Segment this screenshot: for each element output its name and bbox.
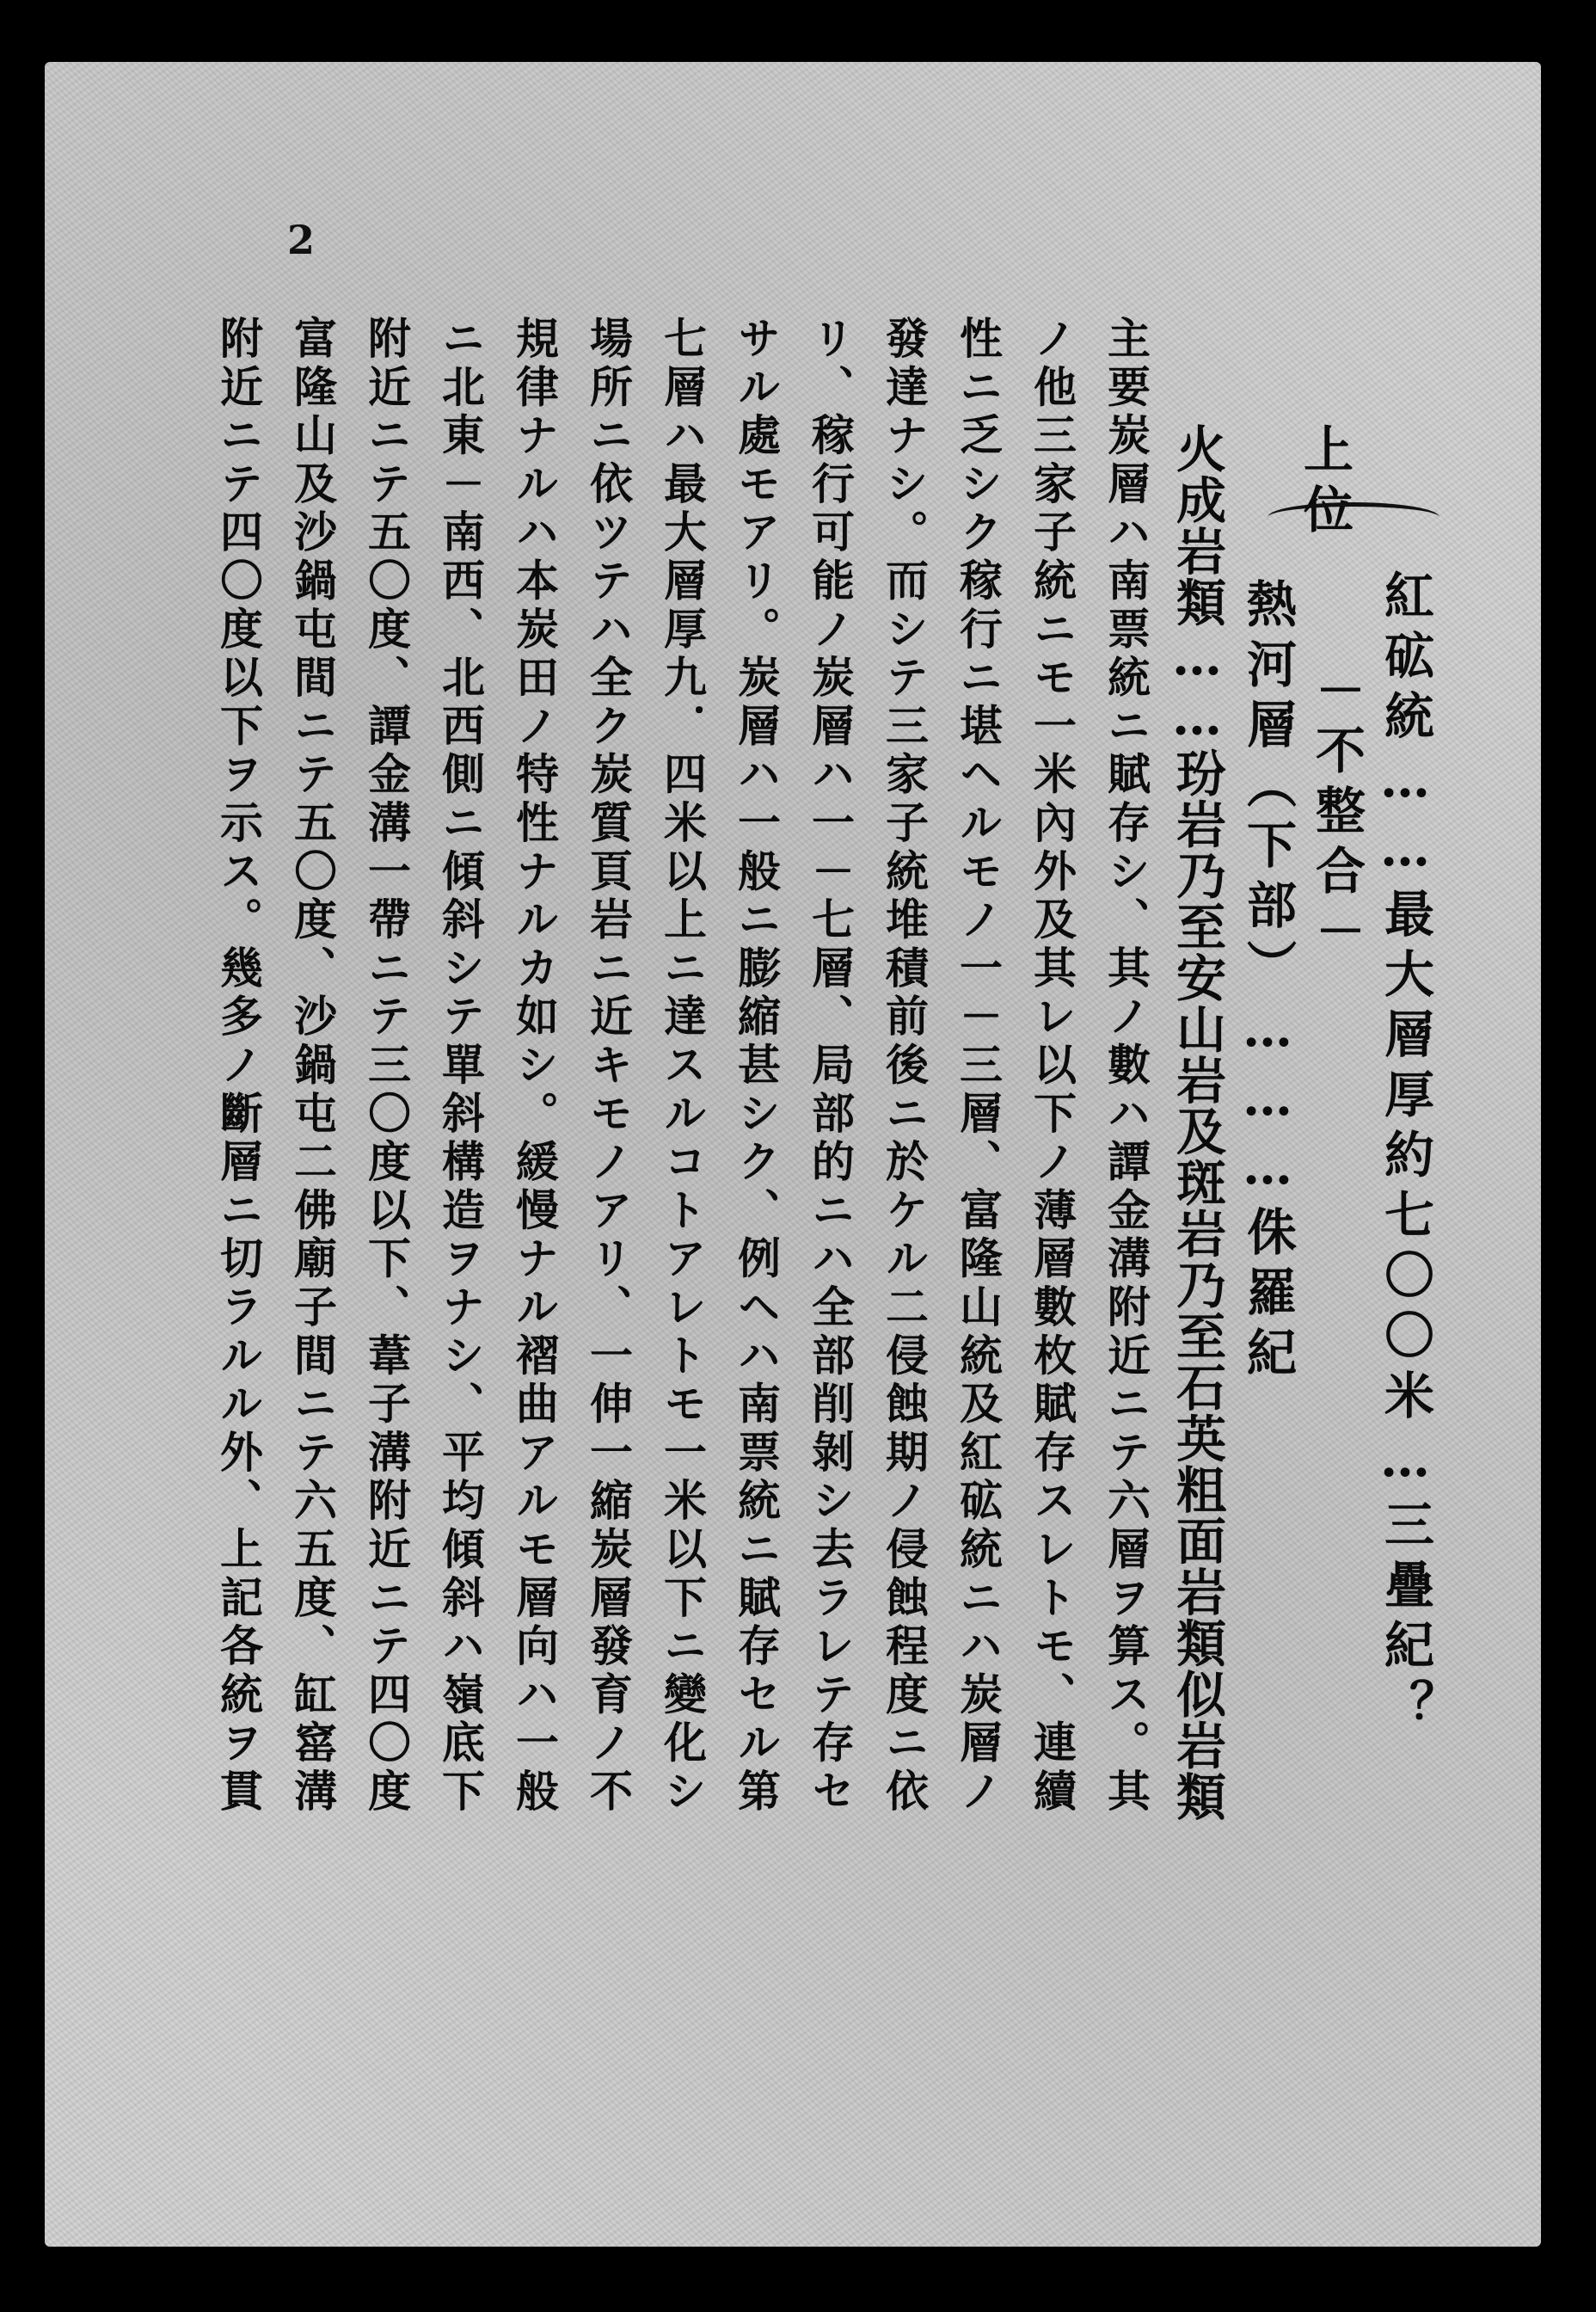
page-number: 2 (287, 217, 316, 263)
body-line-13: 附近ニテ四〇度以下ヲ示ス。幾多ノ斷層ニ切ラルル外、上記各統ヲ貫 (213, 316, 264, 1817)
body-line-11: 附近ニテ五〇度、譚金溝一帶ニテ三〇度以下、葦子溝附近ニテ四〇度 (361, 316, 412, 1817)
heading-igneous: 火成岩類……玢岩乃至安山岩及斑岩乃至石英粗面岩類似岩類 (1168, 423, 1226, 1823)
heading-rehe: 熱河層（下部）………侏羅紀 (1238, 578, 1297, 1387)
brace-divider (1268, 502, 1439, 532)
heading-upper: 上位 (1295, 423, 1354, 544)
body-line-1: 主要炭層ハ南票統ニ賦存シ、其ノ數ハ譚金溝附近ニテ六層ヲ算ス。其 (1101, 316, 1151, 1817)
body-line-12: 富隆山及沙鍋屯間ニテ五〇度、沙鍋屯二佛廟子間ニテ六五度、缸窰溝 (287, 316, 338, 1817)
body-line-5: リ、稼行可能ノ炭層ハ一－七層、局部的ニハ全部削剝シ去ラレテ存セ (805, 316, 856, 1817)
body-line-2: ノ他三家子統ニモ一米內外及其レ以下ノ薄層數枚賦存スレトモ、連續 (1027, 316, 1077, 1817)
body-line-7: 七層ハ最大層厚九．四米以上ニ達スルコトアレトモ一米以下ニ變化シ (657, 316, 708, 1817)
body-line-8: 場所ニ依ツテハ全ク炭質頁岩ニ近キモノアリ、一伸一縮炭層發育ノ不 (583, 316, 634, 1817)
document-page (45, 62, 1541, 2247)
body-line-3: 性ニ乏シク稼行ニ堪ヘルモノ一－三層、富隆山統及紅砿統ニハ炭層ノ (953, 316, 1004, 1817)
heading-formation: 紅砿統……最大層厚約七〇〇米…三疊紀？ (1376, 569, 1434, 1739)
body-line-6: サル處モアリ。炭層ハ一般ニ膨縮甚シク、例ヘハ南票統ニ賦存セル第 (731, 316, 782, 1817)
body-line-10: ニ北東－南西、北西側ニ傾斜シテ單斜構造ヲナシ、平均傾斜ハ嶺底下 (435, 316, 486, 1817)
heading-unconformity: －不整合－ (1307, 664, 1366, 965)
body-line-9: 規律ナルハ本炭田ノ特性ナルカ如シ。緩慢ナル褶曲アルモ層向ハ一般 (509, 316, 560, 1817)
body-line-4: 發達ナシ。而シテ三家子統堆積前後ニ於ケル二侵蝕期ノ侵蝕程度ニ依 (879, 316, 930, 1817)
